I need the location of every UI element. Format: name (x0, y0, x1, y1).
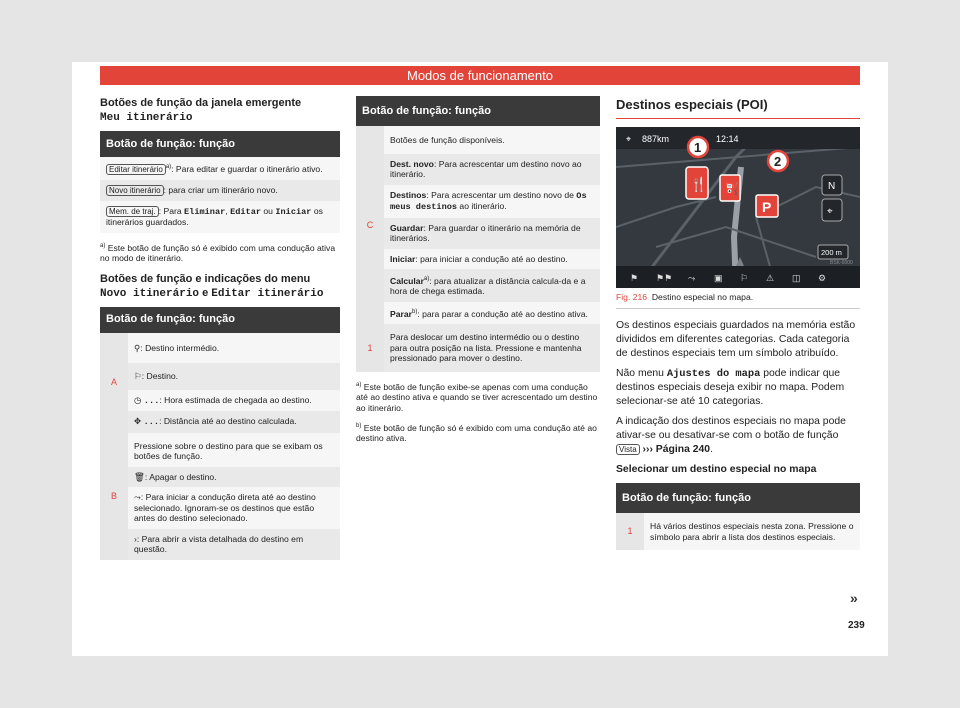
function-table-3 (356, 96, 600, 372)
table-row: Para deslocar um destino intermédio ou o destino para outra posição na lista. Pressione e mantenha pressionado para mover o destino. (384, 324, 600, 372)
distance-icon: ✥ (134, 416, 142, 427)
table-row: Guardar: Para guardar o itinerário na memória de itinerários. (384, 218, 600, 249)
traffic-icon: ⚠ (766, 273, 775, 283)
subsection-title: Selecionar um destino especial no mapa (616, 464, 817, 475)
table-row: ⚲: Destino intermédio. (128, 333, 340, 364)
destination-icon: ⚐ (134, 371, 142, 382)
table-row: Iniciar: para iniciar a condução até ao destino. (384, 249, 600, 270)
function-table (100, 131, 340, 233)
view-button: Vista (616, 444, 640, 455)
continue-mark: » (850, 590, 858, 606)
distance-readout: 887km (642, 134, 670, 144)
paragraph: Não menu Ajustes do mapa pode indicar que destinos especiais deseja exibir no mapa. Podem selecionar-se até 10 categorias. (616, 368, 845, 407)
table-row: Parar$^{b)}$: para parar a condução até ao destino ativa. (384, 302, 600, 324)
chapter-header: Modos de funcionamento (100, 66, 860, 85)
trash-icon: 🗑 (134, 471, 145, 482)
svg-text:⛽: ⛽ (724, 182, 739, 196)
table-row: 🗑: Apagar o destino. (128, 467, 340, 488)
saved-routes-button: Mem. de traj. (106, 206, 159, 217)
table-row: ◷ ...: Hora estimada de chegada ao destino. (128, 390, 340, 412)
row-label-a: A (100, 333, 128, 433)
section-title-poi: Destinos especiais (POI) (616, 96, 860, 119)
flag-multi-icon: ⚑⚑ (656, 273, 673, 283)
figure-caption: Fig. 216 Destino especial no mapa. (616, 292, 860, 309)
svg-text:2: 2 (774, 154, 782, 169)
edit-itinerary-button: Editar itinerário (106, 164, 166, 175)
svg-text:N: N (828, 181, 836, 192)
table-row: Novo itinerário : para criar um itinerário novo. (100, 180, 340, 201)
map-view-icon: ◫ (792, 273, 801, 283)
table-header: Botão de função: função (100, 131, 340, 157)
table-row: Calcular$^{a)}$: para atualizar a distância calcula-da e a hora de chega estimada. (384, 269, 600, 302)
page-number: 239 (848, 620, 865, 631)
table-row: Há vários destinos especiais nesta zona. Pressione o símbolo para abrir a lista dos destinos especiais. (644, 513, 860, 550)
function-table-4 (616, 483, 860, 550)
svg-text:🍴: 🍴 (690, 176, 708, 192)
table-row: Destinos: Para acrescentar um destino novo de Os meus destinos ao itinerário. (384, 185, 600, 218)
route-options-icon: ⤳ (688, 273, 696, 283)
clock-icon: ◷ (134, 394, 142, 405)
map-svg (616, 127, 860, 288)
navigation-map-figure (616, 127, 860, 288)
table-header: Botão de função: função (616, 483, 860, 513)
footnote-b: $^{b)}$ Este botão de função só é exibido com uma condução até ao destino ativa. (356, 422, 597, 444)
new-itinerary-button: Novo itinerário (106, 185, 164, 196)
svg-text:1: 1 (694, 140, 702, 155)
svg-text:⌖: ⌖ (827, 206, 833, 217)
svg-text:P: P (762, 199, 772, 215)
row-label-c: C (356, 126, 384, 324)
table-header: Botão de função: função (356, 96, 600, 126)
pin-icon: ⚲ (134, 342, 141, 353)
table-row: Mem. de traj. : Para Eliminar, Editar ou Iniciar os itinerários guardados. (100, 201, 340, 233)
footnote: $^{a)}$ Este botão de função só é exibido com uma condução ativa no modo de itinerário. (100, 242, 336, 264)
row-label-b: B (100, 433, 128, 560)
paragraph: Os destinos especiais guardados na memória estão divididos em diferentes categorias. Cada categoria de destinos especiais tem um símbolo atribuído. (616, 320, 856, 359)
table-row: Editar itinerário $^{a)}$: Para editar e guardar o itinerário ativo. (100, 157, 340, 180)
column-2 (356, 96, 600, 452)
flag-icon: ⚑ (630, 273, 639, 283)
settings-icon: ⚙ (818, 273, 827, 283)
table-row: ›: Para abrir a vista detalhada do destino em questão. (128, 529, 340, 560)
view-icon: ⚐ (740, 273, 749, 283)
column-1 (100, 96, 340, 568)
chevron-right-icon: › (134, 533, 137, 544)
route-icon: ⤳ (134, 492, 141, 503)
table-row: Pressione sobre o destino para que se exibam os botões de função. (128, 433, 340, 467)
table-header: Botão de função: função (100, 307, 340, 333)
table-row: Botões de função disponíveis. (384, 126, 600, 154)
gps-icon: ⌖ (626, 134, 632, 144)
row-label-1: 1 (616, 513, 644, 550)
section-title: Botões de função da janela emergente Meu itinerário (100, 97, 302, 124)
svg-text:BSK-0000: BSK-0000 (830, 260, 853, 266)
table-row: Dest. novo: Para acrescentar um destino novo ao itinerário. (384, 154, 600, 185)
section-title-2: Botões de função e indicações do menu Novo itinerário e Editar itinerário (100, 272, 324, 300)
time-readout: 12:14 (716, 134, 739, 144)
svg-text:200 m: 200 m (821, 248, 842, 257)
column-3 (616, 96, 860, 558)
footnote-a: $^{a)}$ Este botão de função exibe-se apenas com uma condução até ao destino ativa e quando se tiver acrescentado um destino ao itinerário. (356, 381, 598, 413)
poi-filter-icon: ▣ (714, 273, 723, 283)
function-table-2 (100, 307, 340, 560)
row-label-1: 1 (356, 324, 384, 372)
paragraph: A indicação dos destinos especiais no mapa pode ativar-se ou desativar-se com o botão de função Vista ››› Página 240. (616, 416, 846, 455)
table-row: ✥ ...: Distância até ao destino calculada. (128, 411, 340, 433)
table-row: ⚐: Destino. (128, 363, 340, 390)
page-reference-link[interactable]: ››› Página 240 (642, 444, 711, 455)
table-row: ⤳: Para iniciar a condução direta até ao destino selecionado. Ignoram-se os destinos que estão antes do destino selecionado. (128, 487, 340, 529)
